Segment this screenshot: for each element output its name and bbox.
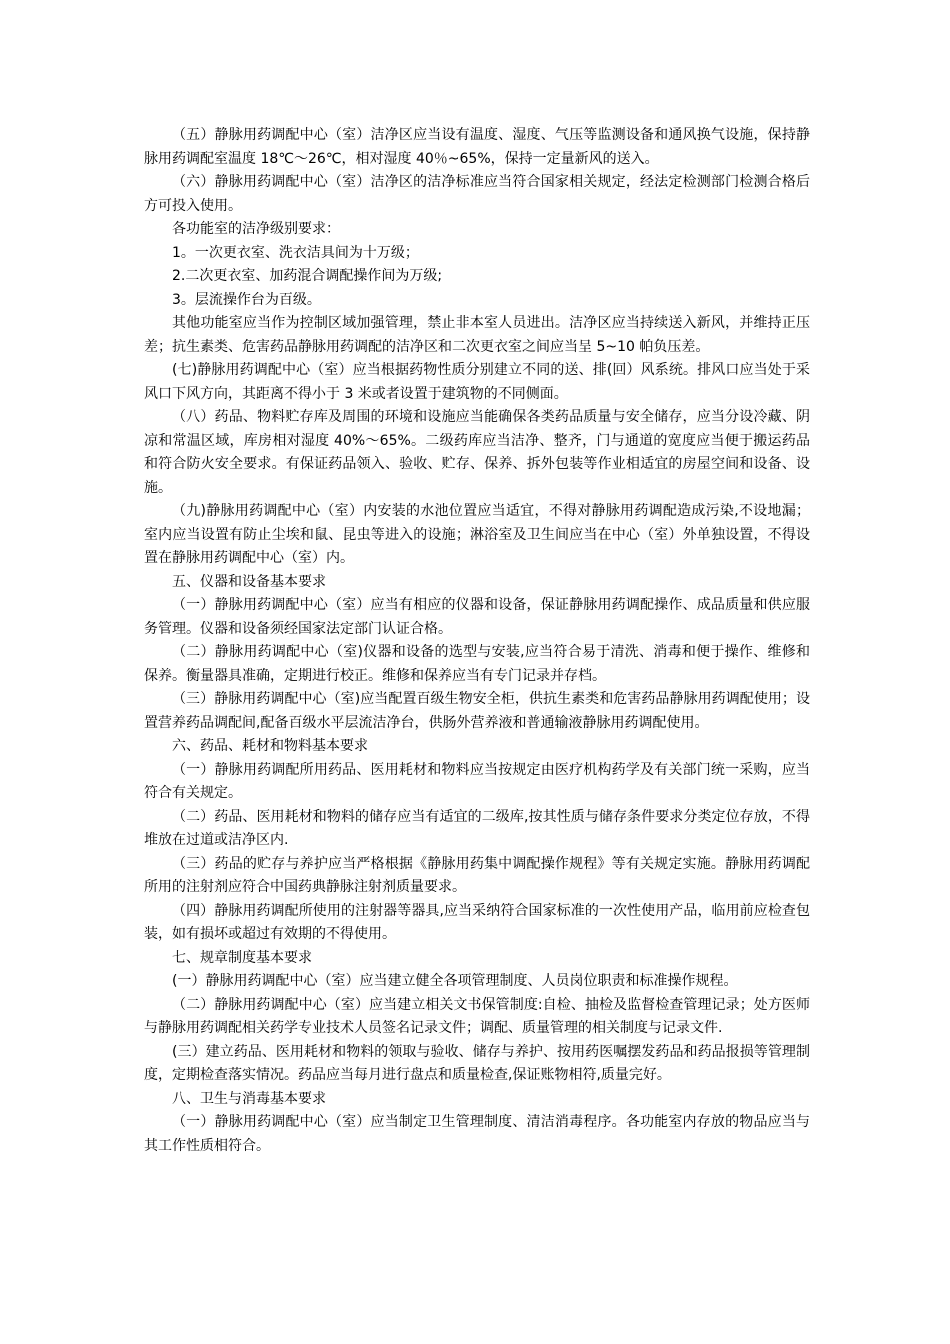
paragraph-drugs-4: （四）静脉用药调配所使用的注射器等器具,应当采纳符合国家标准的一次性使用产品，临用前应检查包装，如有损坏或超过有效期的不得使用。 <box>144 902 810 942</box>
paragraph-clean-area-standard: （六）静脉用药调配中心（室）洁净区的洁净标准应当符合国家相关规定，经法定检测部门检测合格后方可投入使用。 <box>144 174 810 214</box>
section-heading-equipment: 五、仪器和设备基本要求 <box>172 573 326 590</box>
paragraph-equipment-3: （三）静脉用药调配中心（室)应当配置百级生物安全柜，供抗生素类和危害药品静脉用药调配使用；设置营养药品调配间,配备百级水平层流洁净台，供肠外营养液和普通输液静脉用药调配使用。 <box>144 691 810 731</box>
list-item-clean-level-3: 3。层流操作台为百级。 <box>172 291 321 308</box>
paragraph-ventilation-system: (七)静脉用药调配中心（室）应当根据药物性质分别建立不同的送、排(回）风系统。排风口应当处于采风口下风方向，其距离不得小于 3 米或者设置于建筑物的不同侧面。 <box>144 362 810 402</box>
list-item-clean-level-1: 1。一次更衣室、洗衣洁具间为十万级； <box>172 244 419 261</box>
paragraph-regulations-2: （二）静脉用药调配中心（室）应当建立相关文书保管制度:自检、抽检及监督检查管理记录；处方医师与静脉用药调配相关药学专业技术人员签名记录文件；调配、质量管理的相关制度与记录文件. <box>144 996 810 1036</box>
paragraph-sink-location: （九)静脉用药调配中心（室）内安装的水池位置应当适宜，不得对静脉用药调配造成污染,不设地漏；室内应当设置有防止尘埃和鼠、昆虫等进入的设施；淋浴室及卫生间应当在中心（室）外单独设置，不得设置在静脉用药调配中心（室）内。 <box>144 503 810 566</box>
section-heading-hygiene: 八、卫生与消毒基本要求 <box>172 1090 326 1107</box>
list-item-clean-level-2: 2.二次更衣室、加药混合调配操作间为万级; <box>172 268 443 284</box>
paragraph-drugs-3: （三）药品的贮存与养护应当严格根据《静脉用药集中调配操作规程》等有关规定实施。静脉用药调配所用的注射剂应符合中国药典静脉注射剂质量要求。 <box>144 855 810 895</box>
paragraph-drugs-2: （二）药品、医用耗材和物料的储存应当有适宜的二级库,按其性质与储存条件要求分类定位存放，不得堆放在过道或洁净区内. <box>144 808 810 848</box>
paragraph-hygiene-1: （一）静脉用药调配中心（室）应当制定卫生管理制度、清洁消毒程序。各功能室内存放的物品应当与其工作性质相符合。 <box>144 1114 810 1154</box>
paragraph-clean-area-monitoring: （五）静脉用药调配中心（室）洁净区应当设有温度、湿度、气压等监测设备和通风换气设施，保持静脉用药调配室温度 18℃～26℃，相对湿度 40％~65%，保持一定量新风的送入。 <box>144 127 810 167</box>
paragraph-regulations-3: (三）建立药品、医用耗材和物料的领取与验收、储存与养护、按用药医嘱摆发药品和药品报损等管理制度，定期检查落实情况。药品应当每月进行盘点和质量检查,保证账物相符,质量完好。 <box>144 1043 810 1083</box>
paragraph-other-rooms: 其他功能室应当作为控制区域加强管理，禁止非本室人员进出。洁净区应当持续送入新风，并维持正压差；抗生素类、危害药品静脉用药调配的洁净区和二次更衣室之间应当呈 5~10 帕负压差。 <box>144 315 810 355</box>
section-heading-regulations: 七、规章制度基本要求 <box>172 949 312 966</box>
paragraph-equipment-1: （一）静脉用药调配中心（室）应当有相应的仪器和设备，保证静脉用药调配操作、成品质量和供应服务管理。仪器和设备须经国家法定部门认证合格。 <box>144 597 810 637</box>
paragraph-drugs-1: （一）静脉用药调配所用药品、医用耗材和物料应当按规定由医疗机构药学及有关部门统一采购，应当符合有关规定。 <box>144 761 810 801</box>
document-body <box>144 124 810 1158</box>
paragraph-regulations-1: (一）静脉用药调配中心（室）应当建立健全各项管理制度、人员岗位职责和标准操作规程。 <box>172 973 738 989</box>
paragraph-storage-environment: （八）药品、物料贮存库及周围的环境和设施应当能确保各类药品质量与安全储存，应当分设冷藏、阴凉和常温区域，库房相对湿度 40%～65%。二级药库应当洁净、整齐，门与通道的宽度应当便于搬运药品和符合防火安全要求。有保证药品领入、验收、贮存、保养、拆外包装等作业相适宜的房屋空间和设备、设施。 <box>144 409 810 496</box>
section-heading-drugs-materials: 六、药品、耗材和物料基本要求 <box>172 738 368 754</box>
paragraph-equipment-2: （二）静脉用药调配中心（室)仪器和设备的选型与安装,应当符合易于清洗、消毒和便于操作、维修和保养。衡量器具准确，定期进行校正。维修和保养应当有专门记录并存档。 <box>144 644 810 684</box>
paragraph-clean-level-intro: 各功能室的洁净级别要求： <box>172 221 340 237</box>
